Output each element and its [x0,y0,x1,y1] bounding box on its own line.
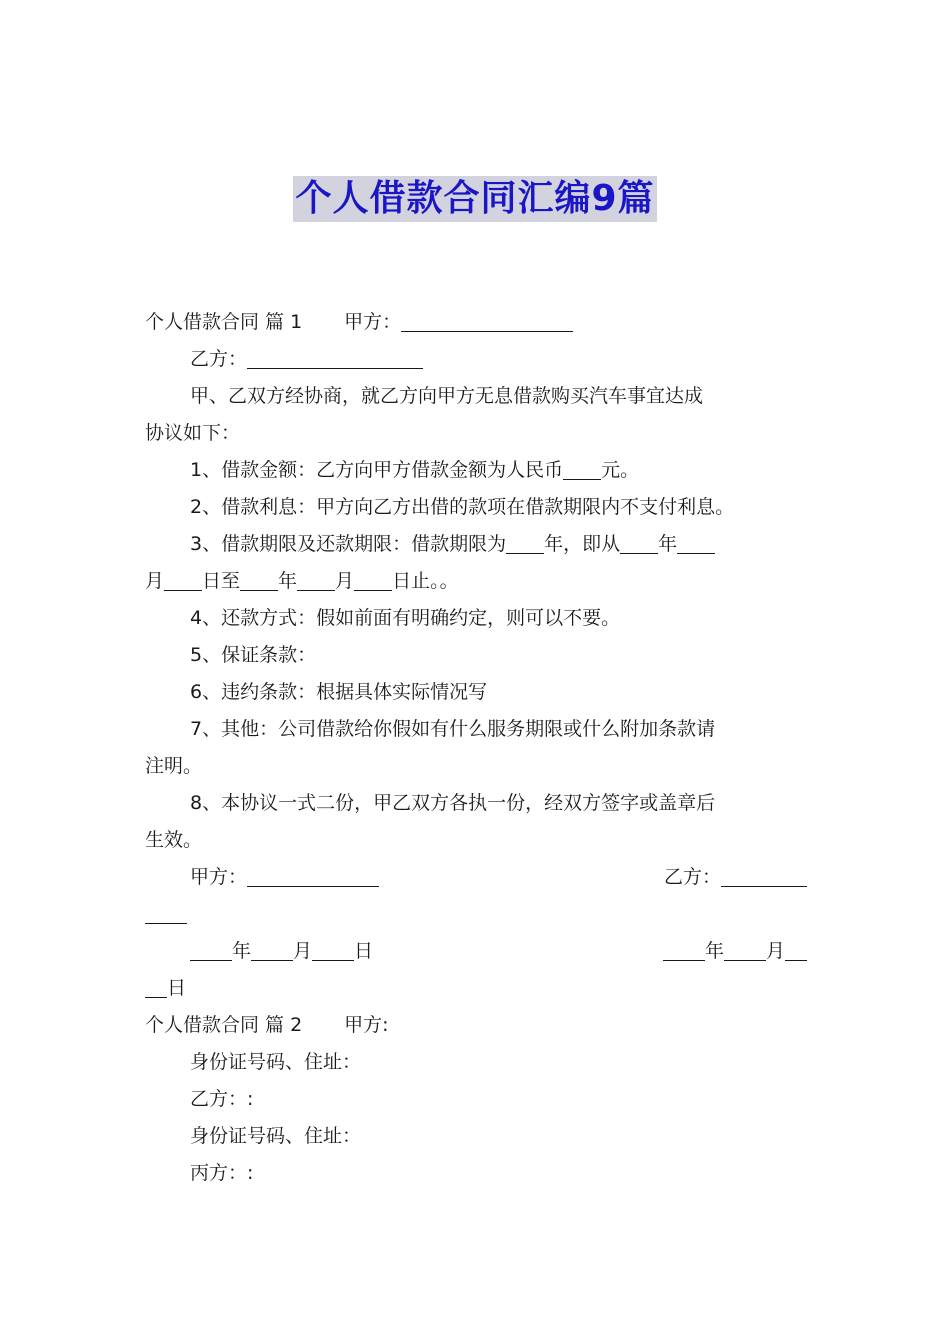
document-body [145,304,815,1192]
date-b [663,933,807,970]
blank-line [145,901,187,924]
contract2-id-address-1: 身份证号码、住址： [190,1051,362,1073]
item-7-line-1: 7、其他：公司借款给你假如有什么服务期限或什么附加条款请 [190,718,716,740]
blank-line [312,938,354,961]
contract2-id-address-2: 身份证号码、住址： [190,1125,362,1147]
item-3-day-to: 日至 [202,570,241,592]
title-wrap [0,176,950,222]
item-3-text: 3、借款期限及还款期限：借款期限为 [190,533,507,555]
signature-row-wrap [145,896,815,933]
party-a-label: 甲方： [344,311,402,333]
date-b-year: 年 [704,940,724,962]
blank-line [724,938,766,961]
item-1-text: 1、借款金额：乙方向甲方借款金额为人民币 [190,459,564,481]
date-b-month: 月 [765,940,785,962]
contract2-party-a: 甲方: [344,1014,389,1036]
item-3-line-1 [145,526,815,563]
blank-line [164,568,202,591]
item-4: 4、还款方式：假如前面有明确约定，则可以不要。 [190,607,621,629]
intro-line-1: 甲、乙双方经协商，就乙方向甲方无息借款购买汽车事宜达成 [190,385,704,407]
sign-b-label: 乙方： [663,866,721,888]
item-6: 6、违约条款：根据具体实际情况写 [190,681,488,703]
blank-line [354,568,392,591]
blank-line [297,568,335,591]
item-3-day-end: 日止。。 [392,570,459,592]
blank-line [240,568,278,591]
item-1 [145,452,815,489]
item-8-line-2: 生效。 [145,829,203,851]
date-a-day: 日 [354,940,374,962]
item-3-month-2: 月 [335,570,355,592]
date-a [190,933,373,970]
blank-line [145,975,167,998]
blank-line [785,938,807,961]
item-3-month: 月 [145,570,165,592]
intro-line-2: 协议如下： [145,422,241,444]
item-3-year: 年 [658,533,678,555]
blank-line [620,531,658,554]
blank-line [663,938,705,961]
item-8-line-1: 8、本协议一式二份，甲乙双方各执一份，经双方签字或盖章后 [190,792,716,814]
blank-line [506,531,544,554]
item-1-unit: 元。 [601,459,640,481]
party-b-label: 乙方： [190,348,248,370]
item-3-year-2: 年 [278,570,298,592]
contract2-heading-line [145,1007,815,1044]
signature-b [664,859,807,896]
date-a-month: 月 [293,940,313,962]
date-row [145,933,815,970]
item-3-text-b: 年，即从 [544,533,621,555]
item-3-line-2 [145,563,815,600]
item-2: 2、借款利息：甲方向乙方出借的款项在借款期限内不支付利息。 [190,496,735,518]
signature-row [145,859,815,896]
blank-line [251,938,293,961]
date-b-day: 日 [167,977,187,999]
contract2-heading: 个人借款合同 篇 2 [145,1014,303,1036]
blank-line [563,457,601,480]
blank-line [677,531,715,554]
item-7-line-2: 注明。 [145,755,203,777]
sign-a-label: 甲方： [190,866,248,888]
contract2-party-c: 丙方：: [190,1162,254,1184]
blank-line [247,864,379,887]
blank-line [401,309,573,332]
date-row-wrap [145,970,815,1007]
blank-line [247,346,423,369]
contract2-party-b: 乙方：: [190,1088,254,1110]
contract1-heading: 个人借款合同 篇 1 [145,311,303,333]
blank-line [721,864,807,887]
party-b-line [145,341,815,378]
document-title: 个人借款合同汇编9篇 [293,176,656,222]
item-5: 5、保证条款： [190,644,317,666]
blank-line [190,938,232,961]
contract1-heading-line [145,304,815,341]
signature-a [190,859,379,896]
date-a-year: 年 [232,940,252,962]
